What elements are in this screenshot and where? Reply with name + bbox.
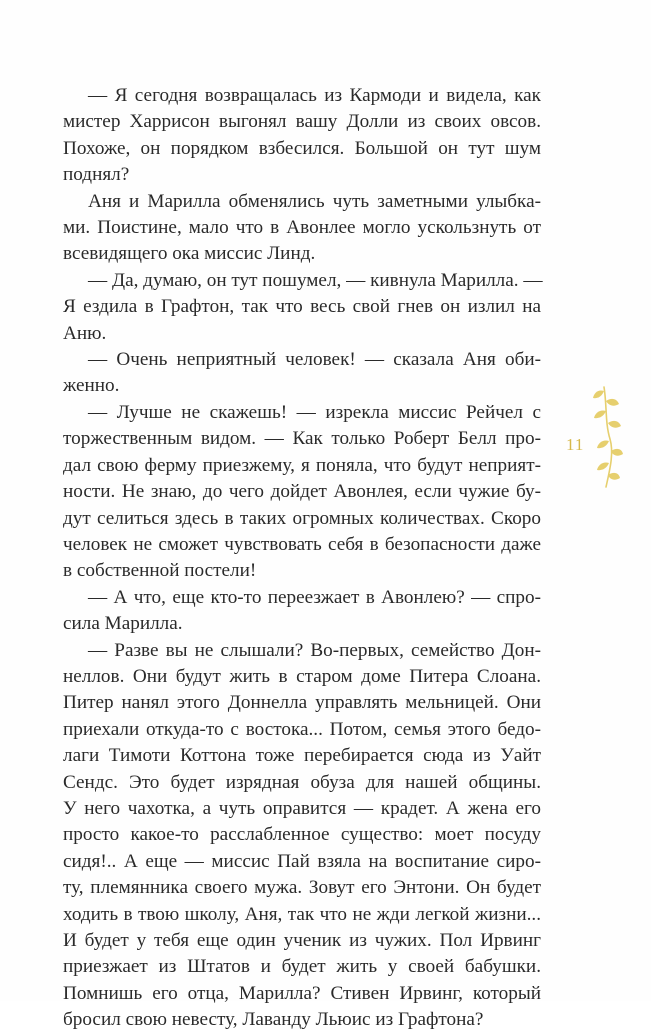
- text-line: женно.: [63, 375, 120, 397]
- text-line: Похоже, он порядком взбесился. Большой он тут шум: [63, 137, 541, 159]
- paragraph: [63, 189, 541, 268]
- text-line: приезжает из Штатов и будет жить у своей бабушки.: [63, 956, 541, 978]
- page-number: 11: [566, 435, 585, 454]
- text-line: ности. Не знаю, до чего дойдет Авонлея, если чужие бу-: [63, 481, 541, 503]
- text-line: сила Марилла.: [63, 613, 183, 635]
- paragraph: [63, 400, 541, 585]
- text-line: бросил свою невесту, Лаванду Льюис из Графтона?: [63, 1009, 484, 1031]
- text-line: Аню.: [63, 322, 107, 344]
- paragraph: [63, 638, 541, 1034]
- paragraph: [63, 585, 541, 638]
- text-line: — Разве вы не слышали? Во-первых, семейство Дон-: [88, 639, 541, 661]
- text-line: — Очень неприятный человек! — сказала Аня оби-: [88, 349, 541, 371]
- text-line: неллов. Они будут жить в старом доме Питера Слоана.: [63, 665, 541, 687]
- text-line: поднял?: [63, 164, 130, 186]
- body-text: [63, 83, 541, 1034]
- paragraph: [63, 347, 541, 400]
- text-line: лаги Тимоти Коттона тоже перебирается сюда из Уайт: [63, 745, 541, 767]
- paragraph: [63, 268, 541, 347]
- paragraph: [63, 83, 541, 189]
- text-line: просто какое-то расслабленное существо: моет посуду: [63, 824, 541, 846]
- text-line: Аня и Марилла обменялись чуть заметными улыбка-: [88, 190, 541, 212]
- text-line: дал свою ферму приезжему, я поняла, что будут неприят-: [63, 454, 541, 476]
- text-line: мистер Харрисон выгонял вашу Долли из своих овсов.: [63, 111, 541, 133]
- text-line: У него чахотка, а чуть оправится — крадет. А жена его: [63, 797, 541, 819]
- text-line: дут селиться здесь в таких огромных количествах. Скоро: [63, 507, 541, 529]
- text-line: ходить в твою школу, Аня, так что не жди легкой жизни...: [63, 903, 541, 925]
- text-line: в собственной постели!: [63, 560, 257, 582]
- text-line: И будет у тебя еще один ученик из чужих. Пол Ирвинг: [63, 930, 541, 951]
- text-line: приехали откуда-то с востока... Потом, семья этого бедо-: [63, 718, 541, 740]
- text-line: сидя!.. А еще — миссис Пай взяла на воспитание сиро-: [63, 850, 541, 872]
- text-line: — Лучше не скажешь! — изрекла миссис Рейчел с: [88, 401, 541, 423]
- text-line: всевидящего ока миссис Линд.: [63, 243, 316, 265]
- text-line: — А что, еще кто-то переезжает в Авонлею? — спро-: [88, 586, 541, 608]
- leafy-branch-icon: [580, 385, 624, 489]
- text-line: Питер нанял этого Доннелла управлять мельницей. Они: [63, 692, 541, 714]
- text-line: торжественным видом. — Как только Роберт Белл про-: [63, 428, 541, 450]
- text-line: Сендс. Это будет изрядная обуза для нашей общины.: [63, 771, 541, 793]
- text-line: — Я сегодня возвращалась из Кармоди и видела, как: [88, 85, 541, 106]
- folio: [566, 385, 626, 495]
- text-line: Я ездила в Графтон, так что весь свой гнев он излил на: [63, 296, 541, 318]
- text-line: человек не сможет чувствовать себя в безопасности даже: [63, 533, 541, 555]
- text-line: ми. Поистине, мало что в Авонлее могло ускользнуть от: [63, 217, 541, 239]
- text-line: Помнишь его отца, Марилла? Стивен Ирвинг, который: [63, 982, 541, 1004]
- text-line: ту, племянника своего мужа. Зовут его Энтони. Он будет: [63, 877, 541, 899]
- text-line: — Да, думаю, он тут пошумел, — кивнула Марилла. —: [88, 269, 543, 291]
